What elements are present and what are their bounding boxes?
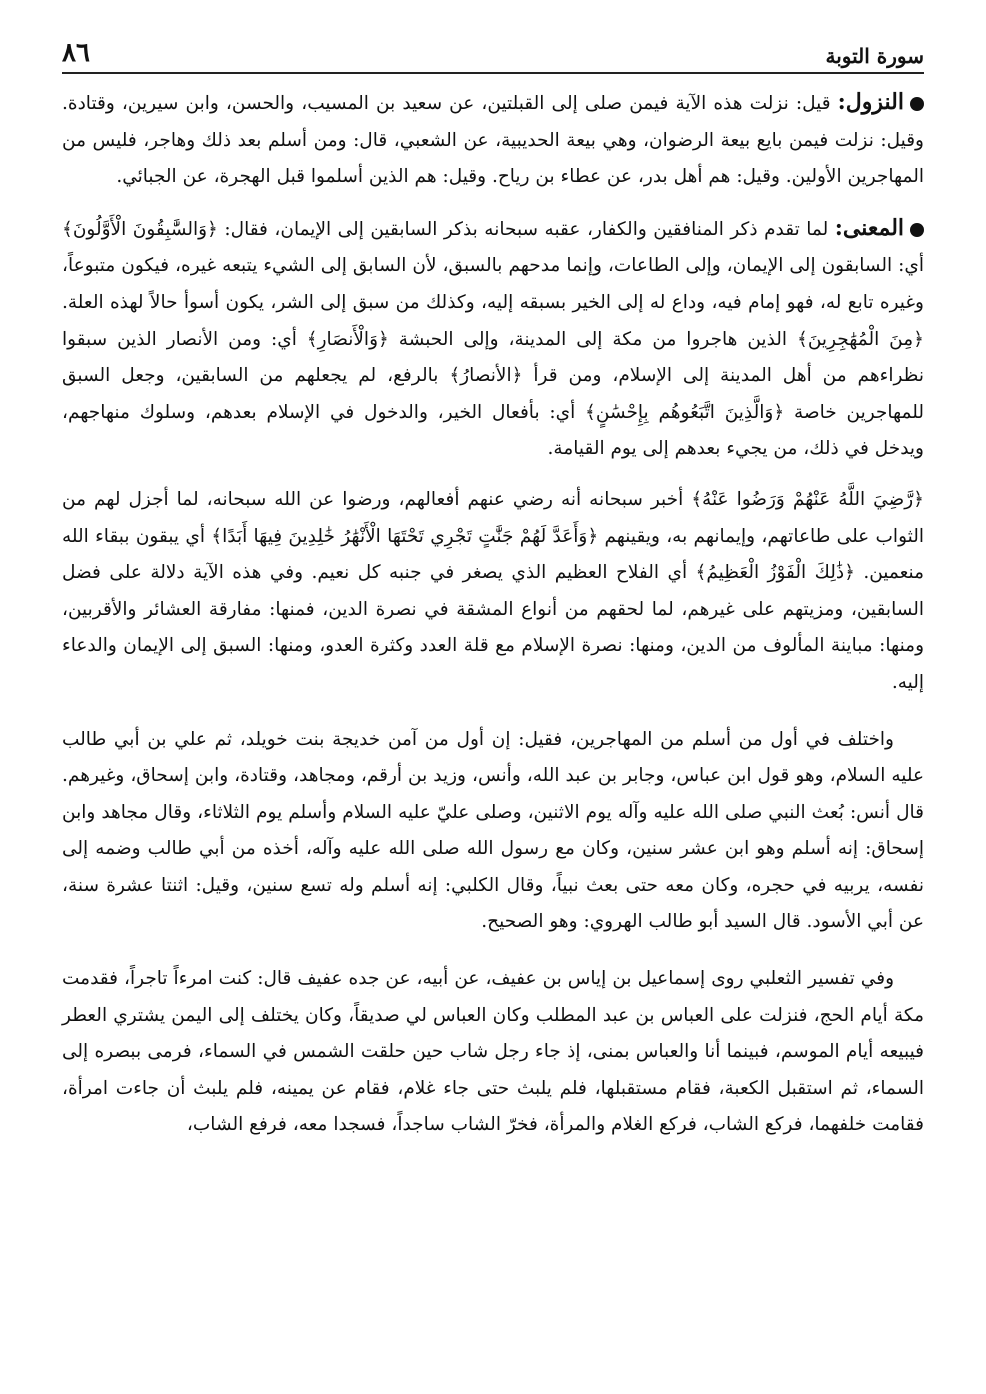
section-heading-nuzul: النزول: bbox=[837, 89, 904, 115]
page-content bbox=[62, 84, 924, 1144]
section-heading-maana: المعنى: bbox=[834, 214, 905, 241]
section-text-maana: لما تقدم ذكر المنافقين والكفار، عقبه سبحانه بذكر السابقين إلى الإيمان، فقال: ﴿وَالسَّٰبِقُونَ الْأَوَّلُونَ﴾ أي: السابقون إلى الإيمان، وإلى الطاعات، وإنما مدحهم بالسبق، لأن السابق إلى الشيء يتبعه غيره، فيكون متبوعاً، وغيره تابع له، فهو إمام فيه، وداع له إلى الخير بسبقه إليه، وكذلك من سبق إلى الشر، يكون أسوأ حالاً لهذه العلة. ﴿مِنَ الْمُهَٰجِرِينَ﴾ الذين هاجروا من مكة إلى المدينة، وإلى الحبشة ﴿وَالْأَنصَارِ﴾ أي: ومن الأنصار الذين سبقوا نظراءهم من أهل المدينة إلى الإسلام، ومن قرأ ﴿الأنصارُ﴾ بالرفع، لم يجعلهم من السابقين، وجعل السبق للمهاجرين خاصة ﴿وَالَّذِينَ اتَّبَعُوهُم بِإِحْسَٰنٍ﴾ أي: بأفعال الخير، والدخول في الإسلام بعدهم، وسلوك منهاجهم، ويدخل في ذلك، من يجيء بعدهم إلى يوم القيامة. bbox=[62, 218, 924, 460]
bullet-icon bbox=[910, 97, 924, 111]
page-number: ٨٦ bbox=[62, 38, 90, 68]
surah-name: سورة التوبة bbox=[825, 44, 924, 68]
paragraph-radiya: ﴿رَّضِيَ اللَّهُ عَنْهُمْ وَرَضُوا عَنْهُ﴾ أخبر سبحانه أنه رضي عنهم أفعالهم، ورضوا عن الله سبحانه، لما أجزل لهم من الثواب على طاعاتهم، وإيمانهم به، ويقينهم ﴿وَأَعَدَّ لَهُمْ جَنَّٰتٍ تَجْرِي تَحْتَهَا الْأَنْهَٰرُ خَٰلِدِينَ فِيهَا أَبَدًا﴾ أي يبقون ببقاء الله منعمين. ﴿ذَٰلِكَ الْفَوْزُ الْعَظِيمُ﴾ أي الفلاح العظيم الذي يصغر في جنبه كل نعيم. وفي هذه الآية دلالة على فضل السابقين، ومزيتهم على غيرهم، لما لحقهم من أنواع المشقة في نصرة الدين، فمنها: مفارقة العشائر والأقربين، ومنها: مباينة المألوف من الدين، ومنها: نصرة الإسلام مع قلة العدد وكثرة العدو، ومنها: السبق إلى الإيمان والدعاء إليه. bbox=[62, 488, 924, 693]
paragraph-tafsir: وفي تفسير الثعلبي روى إسماعيل بن إياس بن عفيف، عن أبيه، عن جده عفيف قال: كنت امرءاً تاجراً، فقدمت مكة أيام الحج، فنزلت على العباس بن عبد المطلب وكان العباس لي صديقاً، وكان يختلف إلى اليمن يشتري العطر فيبيعه أيام الموسم، فبينما أنا والعباس بمنى، إذ جاء رجل شاب حين حلقت الشمس في السماء، فرمى ببصره إلى السماء، ثم استقبل الكعبة، فقام مستقبلها، فلم يلبث حتى جاء غلام، فقام عن يمينه، فلم يلبث أن جاءت امرأة، فقامت خلفهما، فركع الشاب، فركع الغلام والمرأة، فخرّ الشاب ساجداً، فسجدا معه، فرفع الشاب، bbox=[62, 968, 924, 1136]
section-text-nuzul: قيل: نزلت هذه الآية فيمن صلى إلى القبلتين، عن سعيد بن المسيب، والحسن، وابن سيرين، وقتادة. وقيل: نزلت فيمن بايع بيعة الرضوان، وهي بيعة الحديبية، عن الشعبي، قال: ومن أسلم بعد ذلك وهاجر، فليس من المهاجرين الأولين. وقيل: هم أهل بدر، عن عطاء بن رياح. وقيل: هم الذين أسلموا قبل الهجرة، عن الجبائي. bbox=[62, 93, 924, 188]
section-nuzul bbox=[62, 84, 924, 196]
paragraph-ikhtalafa: واختلف في أول من أسلم من المهاجرين، فقيل: إن أول من آمن خديجة بنت خويلد، ثم علي بن أبي طالب عليه السلام، وهو قول ابن عباس، وجابر بن عبد الله، وأنس، وزيد بن أرقم، ومجاهد، وقتادة، وابن إسحاق، وغيرهم. قال أنس: بُعث النبي صلى الله عليه وآله يوم الاثنين، وصلى عليّ عليه السلام وأسلم يوم الثلاثاء، وقال مجاهد وابن إسحاق: إنه أسلم وهو ابن عشر سنين، وكان مع رسول الله صلى الله عليه وآله، أخذه من أبي طالب وضمه إلى نفسه، يربيه في حجره، وكان معه حتى بعث نبياً، وقال الكلبي: إنه أسلم وله تسع سنين، وقيل: اثنتا عشرة سنة، عن أبي الأسود. قال السيد أبو طالب الهروي: وهو الصحيح. bbox=[62, 728, 924, 933]
page-header bbox=[62, 28, 924, 74]
section-maana bbox=[62, 210, 924, 468]
bullet-icon bbox=[910, 223, 924, 237]
